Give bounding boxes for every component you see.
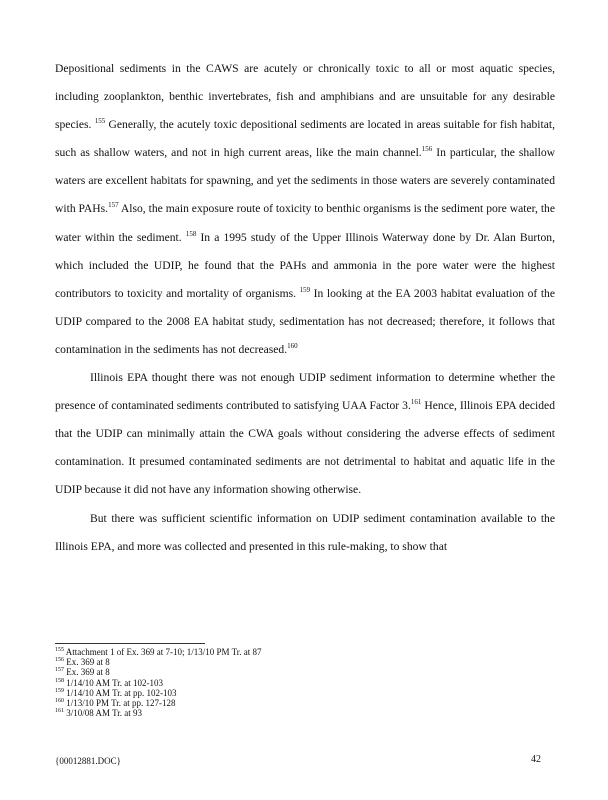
footnote-ref: 156: [421, 145, 433, 154]
paragraph-2: [55, 364, 555, 504]
footnote-number: 159: [55, 687, 64, 694]
paragraph-text: In a 1995 study of the Upper Illinois Waterway done by Dr. Alan Burton, which included the UDIP, he found that the PAHs and ammonia in the pore water were the highest contributors to toxicity and mortality of organisms.: [55, 230, 555, 300]
footnote-ref: 159: [299, 285, 311, 294]
paragraph-1: [55, 55, 555, 364]
footnote-ref: 158: [185, 229, 197, 238]
footnote-text: 1/14/10 AM Tr. at 102-103: [64, 677, 164, 688]
footnote-number: 156: [55, 657, 64, 664]
footnote: [55, 688, 535, 698]
paragraph-text: Depositional sediments in the CAWS are acutely or chronically toxic to all or most aquatic species, including zooplankton, benthic invertebrates, fish and amphibians and are unsuitable for any desirable species.: [55, 62, 555, 132]
paragraph-text: Hence, Illinois EPA decided that the UDIP can minimally attain the CWA goals without considering the adverse effects of sediment contamination. It presumed contaminated sediments are not detrimental to habitat and aquatic life in the UDIP because it did not have any information showing otherwise.: [55, 399, 555, 497]
footnote: [55, 657, 535, 667]
footnote-text: Ex. 369 at 8: [64, 667, 110, 678]
paragraph-text: But there was sufficient scientific information on UDIP sediment contamination available to the Illinois EPA, and more was collected and presented in this rule-making, to show that: [55, 511, 555, 553]
paragraph-text: Illinois EPA thought there was not enough UDIP sediment information to determine whether the presence of contaminated sediments contributed to satisfying UAA Factor 3.: [55, 371, 555, 413]
footnote-number: 157: [55, 667, 64, 674]
footnote-separator: [55, 643, 205, 644]
footnote-ref: 157: [108, 201, 119, 210]
footnote-text: 1/14/10 AM Tr. at pp. 102-103: [64, 687, 177, 698]
footnote: [55, 647, 535, 657]
footnotes: [55, 647, 535, 718]
paragraph-text: Generally, the acutely toxic depositional sediments are located in areas suitable for fish habitat, such as shallow waters, and not in high current areas, like the main channel.: [55, 118, 555, 160]
footnote-ref: 161: [410, 398, 422, 407]
page-number: 42: [531, 754, 541, 765]
paragraph-text: In looking at the EA 2003 habitat evaluation of the UDIP compared to the 2008 EA habitat study, sedimentation has not decreased; therefore, it follows that contamination in the sediments has not decreased.: [55, 286, 555, 356]
footnote-number: 160: [55, 698, 64, 705]
footnote: [55, 678, 535, 688]
footnote: [55, 667, 535, 677]
body-text: [55, 55, 555, 561]
footnote-text: Attachment 1 of Ex. 369 at 7-10; 1/13/10 PM Tr. at 87: [64, 647, 262, 657]
footnote-ref: 160: [287, 342, 298, 351]
paragraph-3: [55, 505, 555, 561]
paragraph-text: In particular, the shallow waters are excellent habitats for spawning, and yet the sediments in those waters are severely contaminated with PAHs.: [55, 146, 555, 216]
footnote-number: 158: [55, 677, 64, 684]
footnote-ref: 155: [94, 117, 106, 126]
footnote-text: 1/13/10 PM Tr. at pp. 127-128: [64, 698, 176, 709]
footnote: [55, 698, 535, 708]
footnote-text: Ex. 369 at 8: [64, 657, 110, 668]
footnote: [55, 708, 535, 718]
document-id: {00012881.DOC}: [55, 756, 121, 766]
paragraph-text: Also, the main exposure route of toxicity to benthic organisms is the sediment pore water, the water within the sediment.: [55, 202, 555, 244]
footnote-text: 3/10/08 AM Tr. at 93: [64, 708, 143, 719]
footnote-number: 155: [55, 647, 64, 653]
footnote-number: 161: [55, 708, 64, 715]
